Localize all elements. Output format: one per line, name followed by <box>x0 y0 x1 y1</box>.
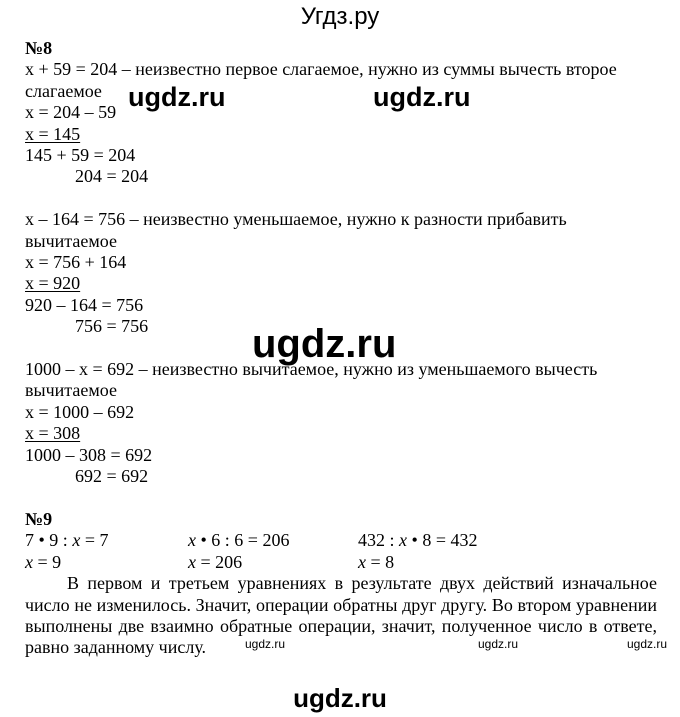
task9-answer-3: x = 8 <box>358 551 395 572</box>
task9-equation-1: 7 • 9 : x = 7 <box>25 530 109 551</box>
eq2-statement-line1: x – 164 = 756 – неизвестно уменьшаемое, нужно к разности прибавить <box>25 209 567 230</box>
eq2-check-result: 756 = 756 <box>75 316 149 337</box>
site-title: Угдз.ру <box>300 3 380 30</box>
eq2-step: x = 756 + 164 <box>25 252 127 273</box>
watermark-bottom: ugdz.ru <box>293 683 387 713</box>
eq3-statement-line1: 1000 – x = 692 – неизвестно вычитаемое, нужно из уменьшаемого вычесть <box>25 359 598 380</box>
eq3-step: x = 1000 – 692 <box>25 401 135 422</box>
task9-answer-1: x = 9 <box>25 551 62 572</box>
eq1-answer: x = 145 <box>25 123 81 144</box>
eq3-answer: x = 308 <box>25 423 81 444</box>
eq2-check: 920 – 164 = 756 <box>25 294 144 315</box>
eq2-answer: x = 920 <box>25 273 81 294</box>
watermark-small-2: ugdz.ru <box>478 637 519 651</box>
task9-explanation: В первом и третьем уравнениях в результате двух действий изначальное число не изменилось. Значит, операции обратны друг другу. Во втором уравнении выполнены две взаимно обратные операции, значит, полученное число в ответе, равно заданному числу. <box>25 573 657 658</box>
eq1-check-result: 204 = 204 <box>75 166 149 187</box>
task9-answers-row <box>25 552 665 573</box>
task9-equation-3: 432 : x • 8 = 432 <box>358 530 478 551</box>
task9-equation-2: x • 6 : 6 = 206 <box>188 530 290 551</box>
task9-equations-row <box>25 530 665 551</box>
watermark-center: ugdz.ru <box>252 322 397 366</box>
eq3-statement-line2: вычитаемое <box>25 380 117 401</box>
eq3-check-result: 692 = 692 <box>75 466 149 487</box>
watermark-top-left: ugdz.ru <box>128 82 226 112</box>
eq1-step: x = 204 – 59 <box>25 102 117 123</box>
task8-heading: №8 <box>25 38 53 58</box>
task9-answer-2: x = 206 <box>188 551 243 572</box>
eq3-check: 1000 – 308 = 692 <box>25 444 153 465</box>
watermark-top-right: ugdz.ru <box>373 82 471 112</box>
eq2-statement-line2: вычитаемое <box>25 230 117 251</box>
watermark-small-1: ugdz.ru <box>245 637 286 651</box>
eq1-statement-line2: слагаемое <box>25 80 102 101</box>
watermark-small-3: ugdz.ru <box>627 637 668 651</box>
eq1-check: 145 + 59 = 204 <box>25 145 136 166</box>
task9-heading: №9 <box>25 508 53 529</box>
eq1-statement-line1: x + 59 = 204 – неизвестно первое слагаемое, нужно из суммы вычесть второе <box>25 59 617 80</box>
